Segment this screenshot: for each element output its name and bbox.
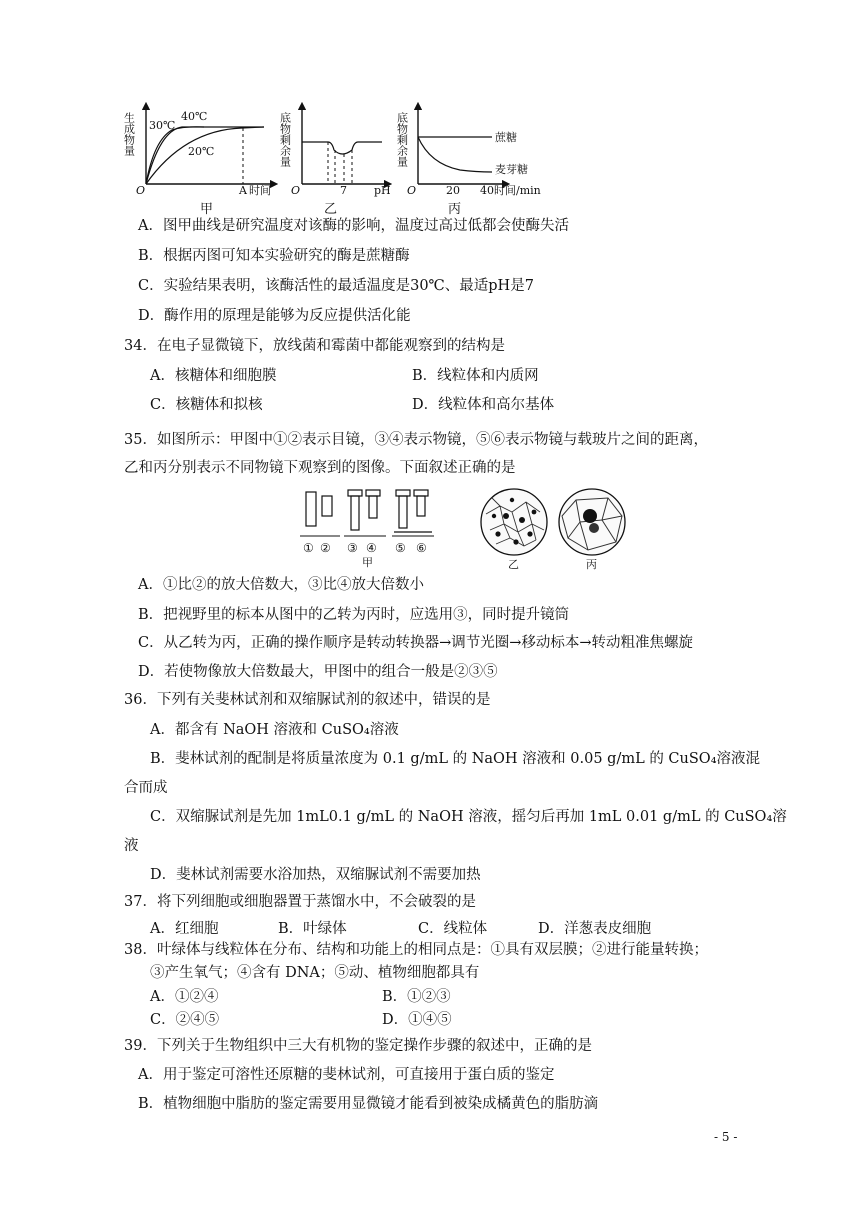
q35-stem-1: 35．如图所示：甲图中①②表示目镜，③④表示物镜，⑤⑥表示物镜与载玻片之间的距离， — [124, 432, 708, 448]
q34-option-b: B．线粒体和内质网 — [412, 368, 539, 384]
q36-option-c-line1: C．双缩脲试剂是先加 1mL0.1 g/mL 的 NaOH 溶液，摇匀后再加 1mL 0.01 g/mL 的 CuSO₄溶 — [150, 809, 787, 825]
bing-ylabel: 底物剩余量 — [395, 112, 409, 167]
q38-option-d: D．①④⑤ — [382, 1012, 452, 1028]
yi-tick-7: 7 — [340, 184, 347, 197]
view-caption-yi: 乙 — [508, 558, 519, 571]
q36-option-b-line2: 合而成 — [124, 780, 168, 796]
jia-tick-a: A — [239, 184, 247, 197]
objective-5 — [399, 496, 407, 528]
q39-stem: 39．下列关于生物组织中三大有机物的鉴定操作步骤的叙述中，正确的是 — [124, 1038, 592, 1054]
yi-origin: O — [291, 184, 301, 197]
eyepiece-1 — [306, 492, 316, 526]
jia-xlabel: 时间 — [249, 184, 271, 197]
label-5: ⑤ — [395, 541, 406, 555]
jia-label-40: 40℃ — [181, 110, 208, 123]
microscope-lens-figure — [300, 486, 470, 568]
label-1: ① — [303, 541, 314, 555]
q36-option-b-line1: B．斐林试剂的配制是将质量浓度为 0.1 g/mL 的 NaOH 溶液和 0.05 g/mL 的 CuSO₄溶液混 — [150, 751, 761, 767]
q36-stem: 36．下列有关斐林试剂和双缩脲试剂的叙述中，错误的是 — [124, 692, 491, 708]
q36-option-d: D．斐林试剂需要水浴加热，双缩脲试剂不需要加热 — [150, 867, 481, 883]
q37-option-d: D．洋葱表皮细胞 — [538, 921, 652, 937]
lens-caption-jia: 甲 — [362, 556, 373, 569]
label-2: ② — [320, 541, 331, 555]
q35-option-d: D．若使物像放大倍数最大，甲图中的组合一般是②③⑤ — [138, 664, 498, 680]
q35-option-c: C．从乙转为丙，正确的操作顺序是转动转换器→调节光圈→移动标本→转动粗准焦螺旋 — [138, 635, 694, 651]
q38-option-c: C．②④⑤ — [150, 1012, 220, 1028]
q34-stem: 34．在电子显微镜下，放线菌和霉菌中都能观察到的结构是 — [124, 338, 505, 354]
objective-6 — [417, 496, 425, 516]
q34-option-c: C．核糖体和拟核 — [150, 397, 263, 413]
jia-label-20: 20℃ — [188, 145, 215, 158]
view-caption-bing: 丙 — [586, 558, 597, 571]
q35-option-a: A．①比②的放大倍数大，③比④放大倍数小 — [138, 577, 424, 593]
bing-series-sucrose: 蔗糖 — [495, 131, 517, 144]
bing-origin: O — [407, 184, 417, 197]
yi-ylabel: 底物剩余量 — [278, 112, 292, 167]
q38-option-b: B．①②③ — [382, 989, 451, 1005]
jia-ylabel: 生成物量 — [122, 112, 136, 156]
graph-jia — [124, 100, 284, 198]
jia-caption: 甲 — [200, 202, 214, 217]
microscope-views — [476, 486, 636, 572]
q33-option-c: C．实验结果表明，该酶活性的最适温度是30℃、最适pH是7 — [138, 278, 534, 294]
q39-option-b: B．植物细胞中脂肪的鉴定需要用显微镜才能看到被染成橘黄色的脂肪滴 — [138, 1096, 599, 1112]
q36-option-c-line2: 液 — [124, 838, 139, 854]
bing-tick-40: 40 — [480, 184, 494, 197]
q37-option-c: C．线粒体 — [418, 921, 488, 937]
view-bing — [559, 489, 625, 555]
graph-bing — [395, 100, 560, 198]
q35-option-b: B．把视野里的标本从图中的乙转为丙时，应选用③，同时提升镜筒 — [138, 607, 570, 623]
jia-origin: O — [136, 184, 146, 197]
page-number: - 5 - — [714, 1130, 738, 1144]
q38-stem-1: 38．叶绿体与线粒体在分布、结构和功能上的相同点是：①具有双层膜；②进行能量转换； — [124, 942, 708, 958]
q37-option-a: A．红细胞 — [150, 921, 219, 937]
jia-label-30: 30℃ — [149, 119, 176, 132]
bing-caption: 丙 — [448, 202, 462, 217]
label-4: ④ — [366, 541, 377, 555]
bing-series-maltose: 麦芽糖 — [495, 163, 528, 176]
eyepiece-2 — [322, 496, 332, 516]
label-6: ⑥ — [416, 541, 427, 555]
q39-option-a: A．用于鉴定可溶性还原糖的斐林试剂，可直接用于蛋白质的鉴定 — [138, 1067, 555, 1083]
graph-yi — [278, 100, 394, 198]
q37-stem: 37．将下列细胞或细胞器置于蒸馏水中，不会破裂的是 — [124, 894, 476, 910]
q38-stem-2: ③产生氧气；④含有 DNA；⑤动、植物细胞都具有 — [150, 965, 480, 981]
q37-option-b: B．叶绿体 — [278, 921, 347, 937]
q33-option-b: B．根据丙图可知本实验研究的酶是蔗糖酶 — [138, 248, 410, 264]
yi-xlabel: pH — [374, 184, 391, 197]
objective-3 — [351, 496, 359, 530]
q36-option-a: A．都含有 NaOH 溶液和 CuSO₄溶液 — [150, 722, 399, 738]
q38-option-a: A．①②④ — [150, 989, 219, 1005]
q35-stem-2: 乙和丙分别表示不同物镜下观察到的图像。下面叙述正确的是 — [124, 460, 516, 476]
q34-option-d: D．线粒体和高尔基体 — [412, 397, 555, 413]
label-3: ③ — [347, 541, 358, 555]
bing-xlabel: 时间/min — [494, 184, 541, 197]
objective-4 — [369, 496, 377, 518]
q34-option-a: A．核糖体和细胞膜 — [150, 368, 277, 384]
q33-option-a: A．图甲曲线是研究温度对该酶的影响，温度过高过低都会使酶失活 — [138, 218, 569, 234]
yi-caption: 乙 — [324, 202, 338, 217]
q33-option-d: D．酶作用的原理是能够为反应提供活化能 — [138, 308, 411, 324]
view-yi — [481, 489, 547, 555]
bing-tick-20: 20 — [446, 184, 460, 197]
